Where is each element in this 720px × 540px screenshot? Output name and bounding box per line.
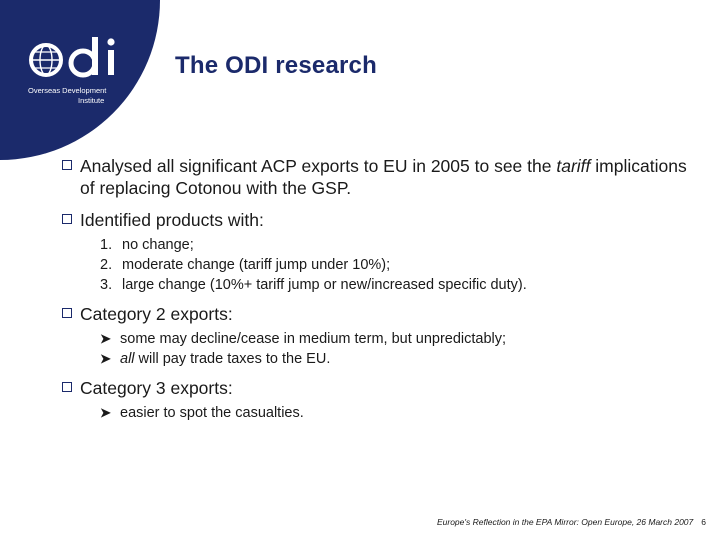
list-item bbox=[100, 255, 702, 275]
arrow-right-icon: ➤ bbox=[100, 351, 111, 366]
slide-content bbox=[62, 155, 702, 431]
list-item bbox=[100, 403, 702, 423]
list-item-text: easier to spot the casualties. bbox=[120, 405, 304, 421]
logo-line1: Overseas Development bbox=[28, 86, 107, 95]
list-item-text: some may decline/cease in medium term, but unpredictably; bbox=[120, 331, 507, 347]
list-number: 1. bbox=[100, 237, 113, 253]
checkbox-square-icon bbox=[62, 160, 72, 170]
logo-line2: Institute bbox=[78, 96, 105, 105]
arrow-list bbox=[100, 403, 702, 423]
checkbox-square-icon bbox=[62, 382, 72, 392]
bullet-category-2 bbox=[62, 303, 702, 325]
arrow-right-icon: ➤ bbox=[100, 405, 111, 420]
bullet-text: implications of replacing Cotonou with the GSP. bbox=[80, 156, 687, 198]
page-number: 6 bbox=[701, 517, 706, 527]
arrow-right-icon: ➤ bbox=[100, 331, 111, 346]
list-item bbox=[100, 329, 702, 349]
list-item bbox=[100, 349, 702, 369]
slide-title: The ODI research bbox=[175, 52, 377, 79]
bullet-text: Category 3 exports: bbox=[80, 378, 233, 398]
list-item-text: no change; bbox=[122, 237, 194, 253]
bullet-text: Identified products with: bbox=[80, 210, 264, 230]
checkbox-square-icon bbox=[62, 214, 72, 224]
list-item-text: will pay trade taxes to the EU. bbox=[134, 351, 331, 367]
bullet-category-3 bbox=[62, 377, 702, 399]
list-item-emphasis: all bbox=[120, 351, 135, 367]
checkbox-square-icon bbox=[62, 308, 72, 318]
bullet-text: Category 2 exports: bbox=[80, 304, 233, 324]
bullet-analysed bbox=[62, 155, 702, 199]
list-item-text: large change (10%+ tariff jump or new/increased specific duty). bbox=[122, 277, 527, 293]
bullet-text-emphasis: tariff bbox=[556, 156, 591, 176]
bullet-identified bbox=[62, 209, 702, 231]
list-item bbox=[100, 275, 702, 295]
bullet-text: Analysed all significant ACP exports to EU in 2005 to see the bbox=[80, 156, 557, 176]
list-number: 3. bbox=[100, 277, 113, 293]
numbered-list bbox=[100, 235, 702, 295]
slide-footer bbox=[437, 517, 706, 527]
arrow-list bbox=[100, 329, 702, 369]
list-item bbox=[100, 235, 702, 255]
list-item-text: moderate change (tariff jump under 10%); bbox=[122, 257, 391, 273]
logo-caption bbox=[28, 86, 138, 106]
odi-logo-icon bbox=[28, 34, 148, 82]
footer-text: Europe's Reflection in the EPA Mirror: Open Europe, 26 March 2007 bbox=[436, 517, 694, 527]
list-number: 2. bbox=[100, 257, 113, 273]
